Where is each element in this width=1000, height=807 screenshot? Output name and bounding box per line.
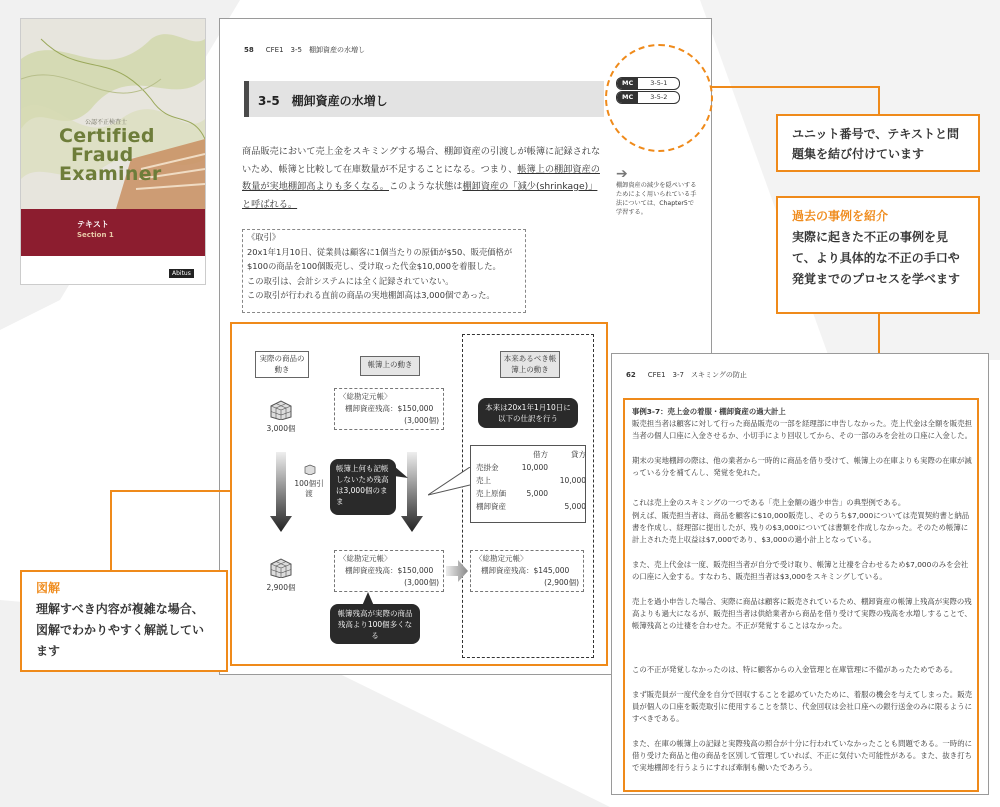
qty-before: 3,000個 <box>266 424 296 433</box>
table-row: 売上 10,000 <box>476 476 586 485</box>
journal-pointer <box>428 467 470 507</box>
item-cube-icon <box>304 464 316 475</box>
callout-pointer <box>360 592 376 606</box>
callout-ideal-entry: 本来は20x1年1月10日に以下の仕訳を行う <box>478 398 578 428</box>
qty-transfer: 100個引渡 <box>294 479 324 498</box>
arrow-down-icon <box>270 452 292 532</box>
case-paragraph: まず販売員が一度代金を自分で回収することを認めていたために、着服の機会を与えてしまった。販売員が個人の口座を販売取引に使用することを禁じ、代金回収は会社口座への銀行送金のみに限るようにすべきである。 <box>632 690 972 724</box>
cover-section-label: Section 1 <box>77 231 114 239</box>
callout-no-entry: 帳簿上何も記帳しないため残高は3,000個のまま <box>330 459 396 515</box>
ledger-box: 〈総勘定元帳〉 棚卸資産残高：$145,000 (2,900個) <box>470 550 584 592</box>
case-paragraph: これは売上金のスキミングの一つである「売上金額の過少申告」の典型例である。 <box>632 498 906 507</box>
callout-difference: 帳簿残高が実際の商品残高より100個多くなる <box>330 604 420 644</box>
book-cover <box>20 18 206 285</box>
page-number: 62 <box>626 371 636 379</box>
case-paragraph: 売上を過小申告した場合、実際に商品は顧客に販売されているため、棚卸資産の帳簿上残高が実際の残高よりも過大になるが、販売担当者は供給業者から商品を借り受けて実際の残高を水増しすることで、帳簿残高との辻褄を合わせた。不正が発覚することはなかった。 <box>632 597 972 631</box>
section-title: 3-5 棚卸資産の水増し <box>258 94 388 108</box>
arrow-down-icon <box>401 452 423 532</box>
col-label-ideal: 本来あるべき帳簿上の動き <box>500 351 560 378</box>
case-title: 事例3-7：売上金の着服・棚卸資産の過大計上 <box>632 407 786 416</box>
connector-line <box>110 490 232 492</box>
ledger-box: 〈総勘定元帳〉 棚卸資産残高：$150,000 (3,000個) <box>334 550 444 592</box>
side-note: ➔ 棚卸資産の減少を隠ぺいするためによく用いられている手法については、Chapter5で学習する。 <box>616 166 697 216</box>
inventory-cube-icon <box>268 556 294 578</box>
case-paragraph: また、売上代金は一度、販売担当者が自分で受け取り、帳簿と辻褄を合わせるため$7,000のみを会社の口座に入金する。すなわち、販売担当者は$3,000をスキミングしている。 <box>632 560 969 582</box>
body-paragraph: 商品販売において売上金をスキミングする場合、棚卸資産の引渡しが帳簿に記録されないため、帳簿と比較して在庫数量が不足することになる。つまり、帳簿上の棚卸資産の数量が実地棚卸高よりも多くなる。このような状態は棚卸資産の「減少(shrinkage)」と呼ばれる。 <box>242 146 601 210</box>
callout-pointer <box>394 466 408 480</box>
col-label-ledger: 帳簿上の動き <box>360 356 420 376</box>
running-head-text: CFE1 3-7 スキミングの防止 <box>647 371 747 379</box>
section-title-bar <box>244 81 604 117</box>
diagram-note: 図解 理解すべき内容が複雑な場合、図解でわかりやすく解説しています <box>20 570 228 672</box>
table-row: 売掛金 10,000 <box>476 463 548 472</box>
running-head-text: CFE1 3-5 棚卸資産の水増し <box>265 46 365 54</box>
example-box: 《取引》 20x1年1月10日、従業員は顧客に1個当たりの原価が$50、販売価格が$100の商品を100個販売し、受け取った代金$10,000を着服した。 この取引は、会計システムには全く記録されていない。 この取引が行われる直前の商品の実地棚卸高は3,000個であった。 <box>242 229 526 313</box>
connector-line <box>110 490 112 572</box>
running-header <box>626 370 747 380</box>
mc-tag: MC 3-5-2 <box>616 91 680 104</box>
arrow-right-icon <box>446 560 468 582</box>
arrow-right-icon: ➔ <box>616 166 628 182</box>
connector-line <box>878 313 880 353</box>
table-row: 棚卸資産 5,000 <box>476 502 586 511</box>
connector-line <box>710 86 880 88</box>
qty-after: 2,900個 <box>266 583 296 592</box>
case-paragraph: 販売担当者は顧客に対して行った商品販売の一部を経理部に申告しなかった。売上代金は全額を販売担当者の個人口座に入金させるか、小切手により回収してから、その一部のみを会社の口座に入金した。 <box>632 419 972 441</box>
col-label-actual: 実際の商品の動き <box>255 351 309 378</box>
cover-title-line-1: Certified <box>59 125 155 147</box>
case-paragraph: 例えば、販売担当者は、商品を顧客に$10,000販売し、そのうち$7,000については売買契約書と納品書を作成し、経理部に提出したが、残りの$3,000については書類を作成しなかった。そのため帳簿に計上された売上収益は$7,000であり、$3,000の過小計上となっている。 <box>632 511 970 545</box>
table-row: 売上原価 5,000 <box>476 489 548 498</box>
inventory-cube-icon <box>268 398 294 420</box>
case-paragraph: 期末の実地棚卸の際は、他の業者から一時的に商品を借り受けて、帳簿上の在庫よりも実際の在庫が減っている分を補てんし、発覚を免れた。 <box>632 456 972 478</box>
publisher-logo: Abitus <box>169 269 194 278</box>
connector-line <box>878 86 880 116</box>
case-study-note: 過去の事例を紹介 実際に起きた不正の事例を見て、より具体的な不正の手口や発覚までのプロセスを学べます <box>776 196 980 314</box>
mc-tag: MC 3-5-1 <box>616 77 680 90</box>
ledger-box: 〈総勘定元帳〉 棚卸資産残高：$150,000 (3,000個) <box>334 388 444 430</box>
case-study-frame <box>623 398 979 792</box>
running-header <box>244 45 365 55</box>
case-paragraph: この不正が発覚しなかったのは、特に顧客からの入金管理と在庫管理に不備があったためである。 <box>632 665 958 674</box>
case-paragraph: また、在庫の帳簿上の記録と実際残高の照合が十分に行われていなかったことも問題である。一時的に借り受けた商品と他の商品を区別して管理していれば、不正に気付いた可能性がある。また、抜き打ちで実地棚卸を行うようにすれば牽制も働いたであろう。 <box>632 739 972 773</box>
cover-title-line-3: Examiner <box>59 163 162 185</box>
page-number: 58 <box>244 46 254 54</box>
cover-text-label: テキスト <box>77 220 109 229</box>
diagram-frame <box>230 322 608 666</box>
textbook-page-62 <box>611 353 989 795</box>
cover-subtitle-jp: 公認不正検査士 <box>85 119 128 126</box>
unit-number-note: ユニット番号で、テキストと問題集を結び付けています <box>776 114 980 172</box>
table-row: 借方 貸方 <box>533 450 586 459</box>
journal-table <box>473 448 589 513</box>
cover-title-line-2: Fraud <box>71 144 134 166</box>
